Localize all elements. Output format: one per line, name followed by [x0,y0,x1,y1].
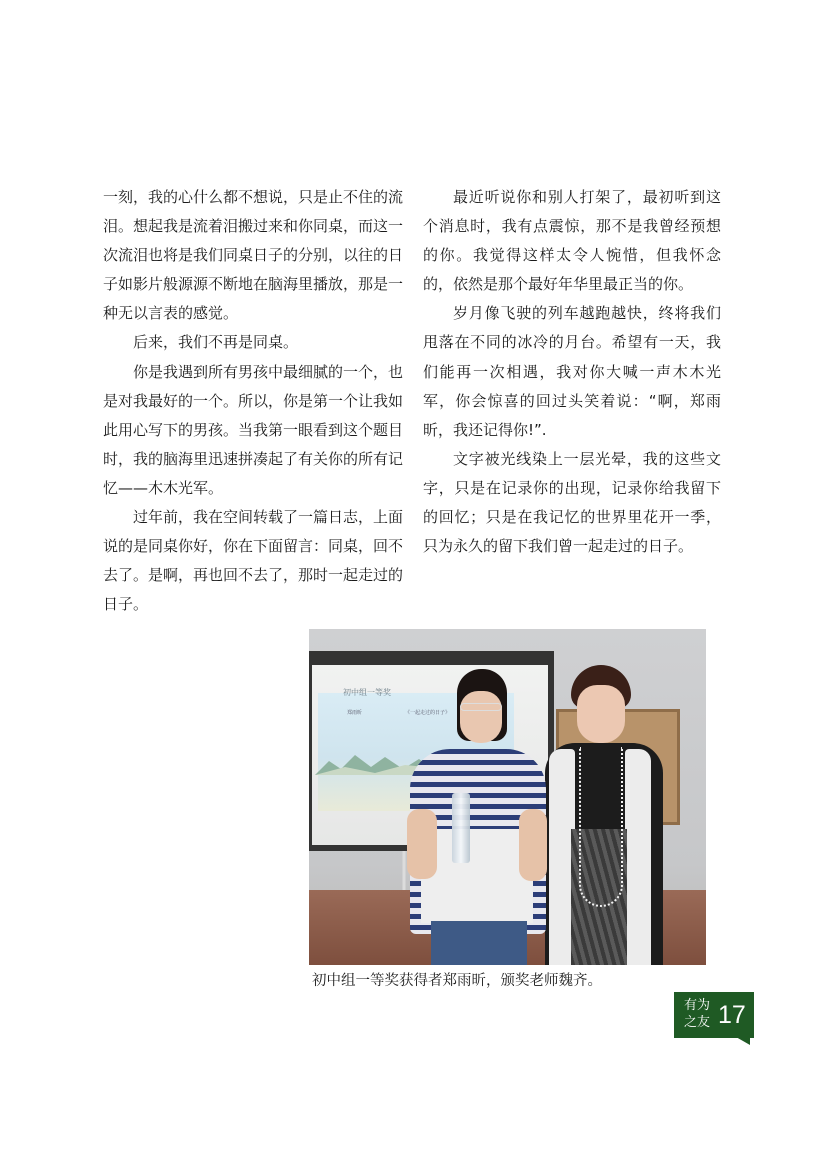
award-photo [309,629,706,965]
paragraph: 一刻，我的心什么都不想说，只是止不住的流泪。想起我是流着泪搬过来和你同桌，而这一次流泪也将是我们同桌日子的分别，以往的日子如影片般源源不断地在脑海里播放，那是一种无以言表的感觉。 [103,188,404,323]
badge-tail [736,1037,750,1045]
slide-title: 初中组一等奖 [343,688,391,697]
photo-caption: 初中组一等奖获得者郑雨昕，颁奖老师魏齐。 [312,973,602,989]
slide-author: 郑雨昕 [347,710,363,716]
page-badge [674,992,754,1038]
magazine-brand: 有为之友 [683,998,710,1030]
paragraph: 后来，我们不再是同桌。 [133,333,299,352]
paragraph: 文字被光线染上一层光晕，我的这些文字，只是在记录你的出现，记录你给我留下的回忆；只是在我记忆的世界里花开一季，只为永久的留下我们曾一起走过的日子。 [423,449,721,556]
paragraph: 岁月像飞驶的列车越跑越快，终将我们甩落在不同的冰冷的月台。希望有一天，我们能再一次相遇，我对你大喊一声木木光军，你会惊喜的回过头笑着说：“啊，郑雨昕，我还记得你!”. [423,304,721,439]
article-column-right [423,183,721,561]
paragraph: 过年前，我在空间转载了一篇日志，上面说的是同桌你好，你在下面留言：同桌，回不去了。是啊，再也回不去了，那时一起走过的日子。 [103,508,404,614]
paragraph: 你是我遇到所有男孩中最细腻的一个，也是对我最好的一个。所以，你是第一个让我如此用心写下的男孩。当我第一眼看到这个题目时，我的脑海里迅速拼凑起了有关你的所有记忆——木木光军。 [103,362,404,497]
paragraph: 最近听说你和别人打架了，最初听到这个消息时，我有点震惊，那不是我曾经预想的你。我觉得这样太令人惋惜，但我怀念的，依然是那个最好年华里最正当的你。 [423,188,721,294]
page-number: 17 [718,1001,746,1029]
trophy-icon [452,793,470,863]
slide-work: 《一起走过的日子》 [405,710,451,716]
article-column-left [103,183,403,619]
